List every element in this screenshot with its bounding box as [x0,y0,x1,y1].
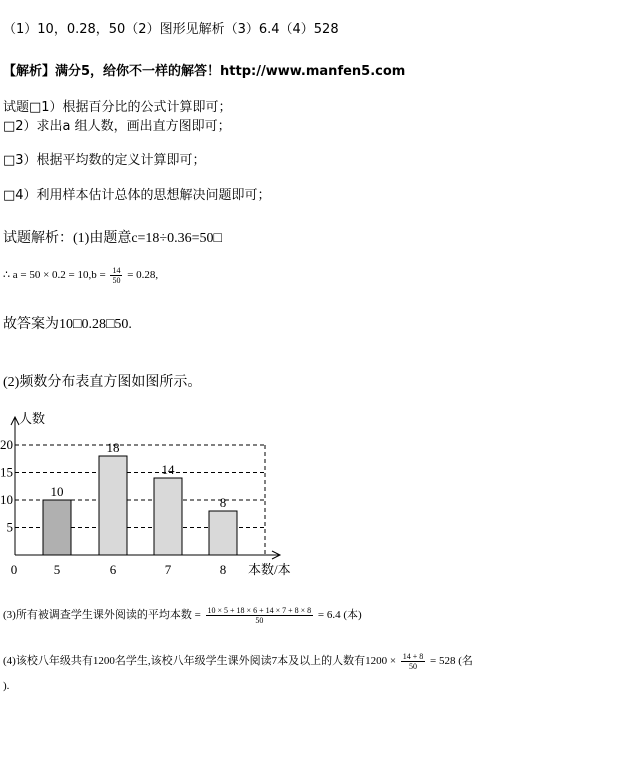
x-tick-label: 7 [164,562,172,577]
y-tick-label: 10 [0,492,13,507]
part4-num: 14 + 8 [402,652,424,661]
formula-a-den: 50 [112,276,121,285]
part3-prefix: (3)所有被调查学生课外阅读的平均本数 = [3,609,201,622]
origin-label: 0 [10,562,18,577]
part3-suffix: = 6.4 (本) [317,609,362,622]
answer-1: 故答案为10□0.28□50. [3,317,132,332]
part4 [3,652,473,671]
y-tick-label: 5 [6,519,13,535]
x-tick-label: 5 [53,562,61,577]
part3 [3,606,362,625]
part4-den: 50 [409,662,418,671]
bar [99,456,127,555]
part2-text: (2)频数分布表直方图如图所示。 [3,375,202,390]
analysis-header: 【解析】满分5，给你不一样的解答！http://www.manfen5.com [3,64,406,79]
formula-a-prefix: ∴ a = 50 × 0.2 = 10,b = [3,269,106,282]
hint-2: □2）求出a 组人数，画出直方图即可； [3,119,231,134]
part3-fraction [206,606,314,625]
bar [154,478,182,555]
part4-tail: ). [3,680,10,692]
y-tick-label: 15 [0,464,13,480]
hint-4: □4）利用样本估计总体的思想解决问题即可； [3,188,271,203]
bar-data-label: 8 [219,495,227,510]
y-axis-label: 人数 [19,411,46,426]
solution-intro: 试题解析：(1)由题意c=18÷0.36=50□ [3,231,222,246]
bar [43,500,71,555]
part4-prefix: (4)该校八年级共有1200名学生,该校八年级学生课外阅读7本及以上的人数有1200 × [3,655,397,668]
hint-1: 试题□1）根据百分比的公式计算即可； [3,100,232,115]
bar [209,511,237,555]
formula-a-num: 14 [112,266,121,275]
answer-line: （1）10，0.28，50（2）图形见解析（3）6.4（4）528 [3,22,339,37]
y-tick-label: 20 [0,437,13,452]
part3-den: 50 [255,616,264,625]
part4-fraction [401,652,426,671]
formula-a [3,266,158,285]
hint-3: □3）根据平均数的定义计算即可； [3,153,206,168]
histogram-chart [0,405,320,580]
x-tick-label: 8 [219,562,227,577]
bar-data-label: 18 [106,440,120,455]
bar-data-label: 14 [161,462,175,477]
formula-a-fraction [110,266,122,285]
formula-a-suffix: = 0.28, [127,269,159,282]
part3-num: 10 × 5 + 18 × 6 + 14 × 7 + 8 × 8 [207,606,312,615]
x-tick-label: 6 [109,562,117,577]
part4-suffix: = 528 (名 [430,655,473,668]
bar-data-label: 10 [50,484,64,499]
x-axis-label: 本数/本 [248,562,291,577]
